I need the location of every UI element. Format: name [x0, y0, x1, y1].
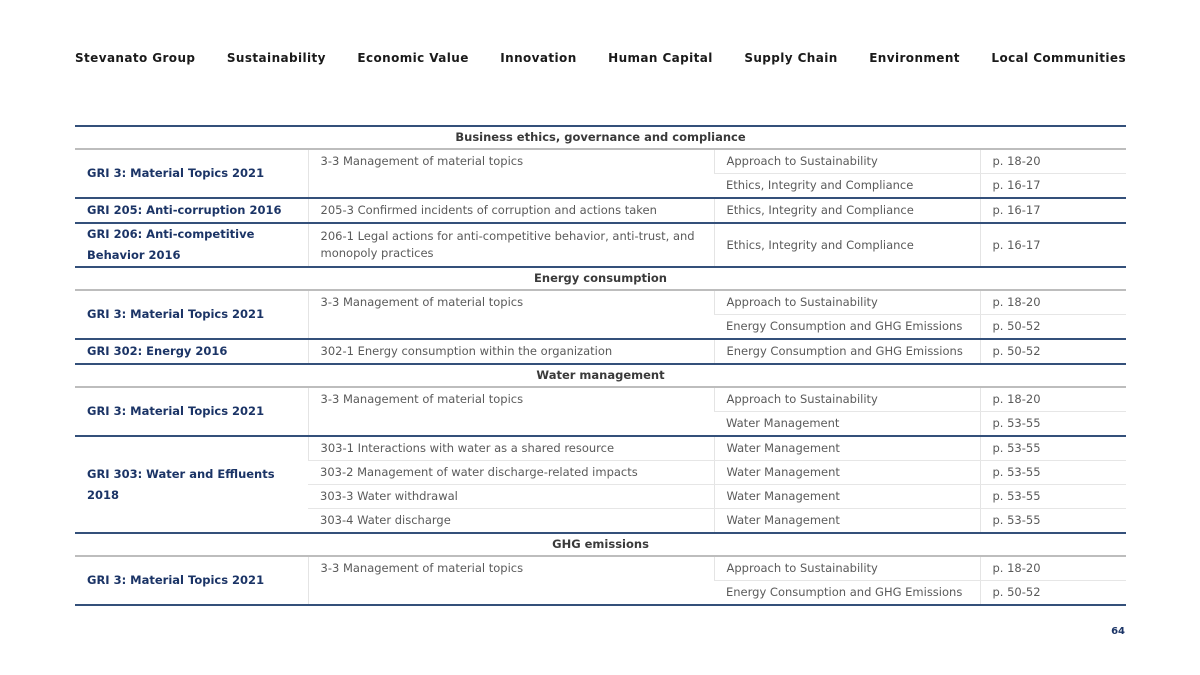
page-reference: p. 50-52 — [980, 315, 1126, 340]
page-reference: p. 16-17 — [980, 198, 1126, 223]
disclosure: 205-3 Confirmed incidents of corruption and actions taken — [308, 198, 714, 223]
gri-standard: GRI 3: Material Topics 2021 — [75, 290, 308, 339]
table-row — [75, 387, 1126, 412]
top-navigation — [75, 51, 1126, 65]
page-reference: p. 53-55 — [980, 436, 1126, 461]
page-reference: p. 50-52 — [980, 581, 1126, 606]
gri-standard: GRI 205: Anti-corruption 2016 — [75, 198, 308, 223]
table-row — [75, 149, 1126, 174]
nav-supply-chain[interactable]: Supply Chain — [744, 51, 838, 65]
disclosure: 303-4 Water discharge — [308, 509, 714, 534]
gri-standard: GRI 206: Anti-competitive Behavior 2016 — [75, 223, 308, 267]
disclosure: 3-3 Management of material topics — [308, 149, 714, 198]
nav-human-capital[interactable]: Human Capital — [608, 51, 713, 65]
page-number: 64 — [1111, 626, 1125, 637]
section-title: Energy consumption — [75, 267, 1126, 290]
table-row — [75, 556, 1126, 581]
page-reference: p. 18-20 — [980, 149, 1126, 174]
gri-table — [75, 125, 1126, 606]
section-header-row — [75, 533, 1126, 556]
disclosure: 303-1 Interactions with water as a shared resource — [308, 436, 714, 461]
report-section: Water Management — [714, 485, 980, 509]
page-reference: p. 18-20 — [980, 387, 1126, 412]
table-row — [75, 290, 1126, 315]
page-reference: p. 53-55 — [980, 509, 1126, 534]
section-header-row — [75, 267, 1126, 290]
report-section: Water Management — [714, 509, 980, 534]
table-row — [75, 223, 1126, 267]
disclosure: 206-1 Legal actions for anti-competitive behavior, anti-trust, and monopoly practices — [308, 223, 714, 267]
page-reference: p. 53-55 — [980, 412, 1126, 437]
section-title: Business ethics, governance and compliance — [75, 126, 1126, 149]
table-row — [75, 339, 1126, 364]
gri-standard: GRI 3: Material Topics 2021 — [75, 387, 308, 436]
nav-innovation[interactable]: Innovation — [500, 51, 577, 65]
report-section: Water Management — [714, 436, 980, 461]
page-reference: p. 18-20 — [980, 290, 1126, 315]
nav-local-communities[interactable]: Local Communities — [991, 51, 1126, 65]
section-header-row — [75, 364, 1126, 387]
page-reference: p. 53-55 — [980, 461, 1126, 485]
disclosure: 303-3 Water withdrawal — [308, 485, 714, 509]
nav-environment[interactable]: Environment — [869, 51, 960, 65]
section-title: GHG emissions — [75, 533, 1126, 556]
page-reference: p. 16-17 — [980, 174, 1126, 199]
gri-standard: GRI 3: Material Topics 2021 — [75, 556, 308, 605]
page-reference: p. 50-52 — [980, 339, 1126, 364]
table-row — [75, 436, 1126, 461]
page-reference: p. 18-20 — [980, 556, 1126, 581]
report-section: Approach to Sustainability — [714, 149, 980, 174]
report-section: Water Management — [714, 412, 980, 437]
report-section: Ethics, Integrity and Compliance — [714, 223, 980, 267]
nav-economic-value[interactable]: Economic Value — [357, 51, 469, 65]
gri-content-index — [75, 125, 1126, 606]
report-section: Energy Consumption and GHG Emissions — [714, 339, 980, 364]
disclosure: 3-3 Management of material topics — [308, 556, 714, 605]
report-section: Approach to Sustainability — [714, 387, 980, 412]
section-title: Water management — [75, 364, 1126, 387]
nav-stevanato-group[interactable]: Stevanato Group — [75, 51, 196, 65]
gri-standard: GRI 303: Water and Effluents 2018 — [75, 436, 308, 533]
page-reference: p. 53-55 — [980, 485, 1126, 509]
report-section: Approach to Sustainability — [714, 556, 980, 581]
disclosure: 3-3 Management of material topics — [308, 290, 714, 339]
report-section: Ethics, Integrity and Compliance — [714, 174, 980, 199]
gri-standard: GRI 3: Material Topics 2021 — [75, 149, 308, 198]
report-section: Energy Consumption and GHG Emissions — [714, 581, 980, 606]
report-section: Approach to Sustainability — [714, 290, 980, 315]
disclosure: 3-3 Management of material topics — [308, 387, 714, 436]
page-reference: p. 16-17 — [980, 223, 1126, 267]
nav-sustainability[interactable]: Sustainability — [226, 51, 326, 65]
disclosure: 303-2 Management of water discharge-related impacts — [308, 461, 714, 485]
report-section: Water Management — [714, 461, 980, 485]
report-section: Ethics, Integrity and Compliance — [714, 198, 980, 223]
report-section: Energy Consumption and GHG Emissions — [714, 315, 980, 340]
section-header-row — [75, 126, 1126, 149]
disclosure: 302-1 Energy consumption within the organization — [308, 339, 714, 364]
gri-standard: GRI 302: Energy 2016 — [75, 339, 308, 364]
table-row — [75, 198, 1126, 223]
